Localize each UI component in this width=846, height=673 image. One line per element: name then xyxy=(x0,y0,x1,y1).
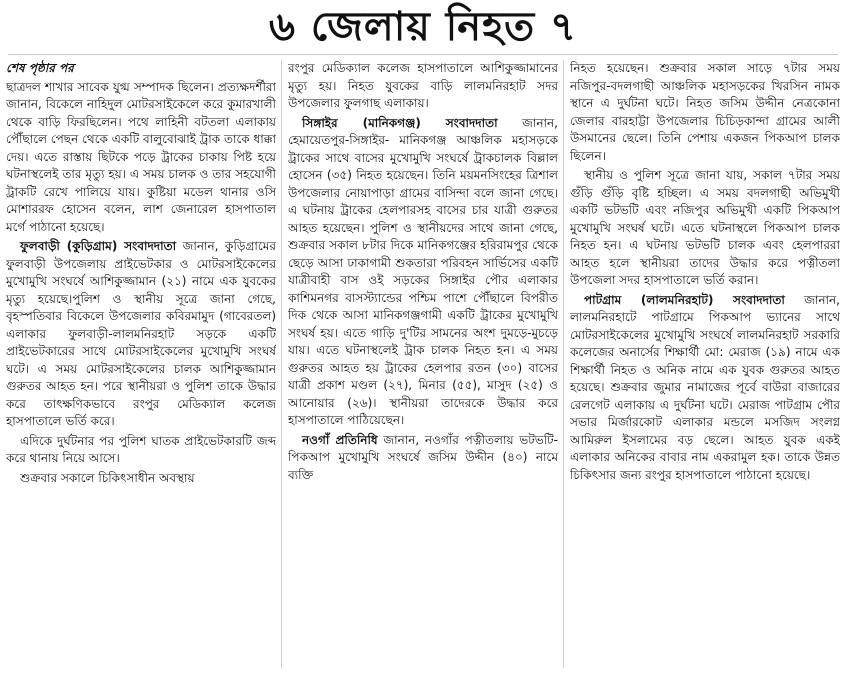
column2-paragraph-2-text: জানান, হেমায়েতপুর-সিঙ্গাইর- মানিকগঞ্জ আঞ্চলিক মহাসড়কে ট্রাকের সাথে বাসের মুখোমুখি সংঘর্ষে ট্রাকচালক বিল্লাল হোসেন (৩৫) নিহত হয়েছেন। তিনি ময়মনসিংহের ত্রিশাল উপজেলার নোয়াপাড়া গ্রামের বাসিন্দা বলে জানা গেছে। এ ঘটনায় ট্রাকের হেলপারসহ বাসের চার যাত্রী গুরুতর আহত হয়েছেন। পুলিশ ও স্থানীয়দের সাথে জানা গেছে, শুক্রবার সকাল ৮টার দিকে মানিকগঞ্জের হরিরামপুর থেকে ছেড়ে আসা ঢাকাগামী শুকতারা পরিবহন সার্ভিসের একটি যাত্রীবাহী বাস ওই সড়কের সিঙ্গাইর পৌর এলাকার কাশিমনগর বাসস্ট্যান্ডের পশ্চিম পাশে পৌঁছালে বিপরীত দিক থেকে আসা মানিকগঞ্জগামী একটি ট্রাকের মুখোমুখি সংঘর্ষ হয়। এতে গাড়ি দু'টির সামনের অংশ দুমড়ে-মুচড়ে যায়। এতে ঘটনাস্থলেই ট্রাক চালক নিহত হন। এ সময় গুরুতর আহত হয় ট্রাকের হেলপার রতন (৩০) বাসের যাত্রী প্রকাশ মণ্ডল (২৭), মিনার (৫৫), মাসুদ (২৫) ও আনোয়ার (২৬)। স্থানীয়রা তাদেরকে উদ্ধার করে হাসপাতালে পাঠিয়েছেন। xyxy=(288,115,558,427)
column3-paragraph-2: স্থানীয় ও পুলিশ সূত্রে জানা যায়, সকাল ৭টার সময় গুঁড়ি গুঁড়ি বৃষ্টি হচ্ছিল। এ সময় বদলগাছী অভিমুখী একটি ভটভটি এবং নজিপুর অভিমুখী একটি পিকআপ মুখোমুখি সংঘর্ষ ঘটে। এতে ঘটনাস্থলে পিকআপ চালক নিহত হন। এ ঘটনায় ভটভটি চালক এবং হেলপাররা আহত হলে স্থানীয়রা তাদের উদ্ধার করে পত্নীতলা উপজেলা সদর হাসপাতালে ভর্তি করান। xyxy=(570,168,840,287)
column3-paragraph-3-text: জানান, লালমনিরহাটে পাটগ্রামে পিকআপ ভ্যানের সাথে মোটরসাইকেলের মুখোমুখি সংঘর্ষে লালমনিরহাট সরকারি কলেজের অনার্সের শিক্ষার্থী মো: মেরাজ (১৯) নামে এক শিক্ষার্থী নিহত ও অনিক নামে এক যুবক গুরুতর আহত হয়েছে। শুক্রবার জুমার নামাজের পূর্বে বাউরা বাজারের রেলগেট এলাকায় এ দুর্ঘটনা ঘটে। মেরাজ পাটগ্রাম পৌর সভার মির্জারকোট এলাকার মন্ডলে মসজিদ সংলগ্ন আমিরুল ইসলামের বড় ছেলে। আহত যুবক একই এলাকার অনিকের বাবার নাম একরামুল হক। তাকে উন্নত চিকিৎসার জন্য রংপুর হাসপাতালে পাঠানো হয়েছে। xyxy=(570,292,840,482)
column-2 xyxy=(288,60,558,670)
column1-paragraph-1: ছাত্রদল শাখার সাবেক যুগ্ম সম্পাদক ছিলেন। প্রত্যক্ষদর্শীরা জানান, বিকেলে নাহিদুল মোটরসাইকেলে করে কুমারখালী থেকে বাড়ি ফিরছিলেন। পথে লাহিনী বটতলা এলাকায় পৌঁছালে পেছন থেকে একটি বালুবোঝাই ট্রাক তাকে ধাক্কা দেয়। এতে রাস্তায় ছিটকে পড়ে ট্রাকের চাকায় পিষ্ট হয়ে ঘটনাস্থলেই তার মৃত্যু হয়। এ সময় চালক ও তার সহযোগী ট্রাকটি রেখে পালিয়ে যায়। কুষ্টিয়া মডেল থানার ওসি মোশাররফ হোসেন বলেন, লাশ জেনারেল হাসপাতাল মর্গে পাঠানো হয়েছে। xyxy=(6,79,276,234)
column2-paragraph-3-text: জানান, নওগাঁর পত্নীতলায় ভটভটি-পিকআপ মুখোমুখি সংঘর্ষে জসিম উদ্দীন (৪০) নামে ব্যক্তি xyxy=(288,432,558,482)
dateline-naogaon: নওগাঁ প্রতিনিধি xyxy=(302,432,378,447)
continued-note: শেষ পৃষ্ঠার পর xyxy=(6,61,74,75)
column-1 xyxy=(6,60,276,670)
column-divider-1 xyxy=(281,60,282,668)
column3-paragraph-3 xyxy=(570,292,840,485)
dateline-singair: সিঙ্গাইর (মানিকগঞ্জ) সংবাদদাতা xyxy=(302,115,498,130)
dateline-fulbari: ফুলবাড়ী (কুড়িগ্রাম) সংবাদদাতা xyxy=(20,239,177,253)
column1-paragraph-3: এদিকে দুর্ঘটনার পর পুলিশ ঘাতক প্রাইভেটকারটি জব্দ করে থানায় নিয়ে আসে। xyxy=(6,433,276,465)
column2-paragraph-3 xyxy=(288,432,558,485)
dateline-patgram: পাটগ্রাম (লালমনিরহাট) সংবাদদাতা xyxy=(584,292,785,307)
column-divider-2 xyxy=(563,60,564,668)
column2-paragraph-2 xyxy=(288,115,558,430)
column-3 xyxy=(570,60,840,670)
column1-paragraph-4: শুক্রবার সকালে চিকিৎসাধীন অবস্থায় xyxy=(20,470,195,485)
column2-paragraph-1: রংপুর মেডিক্যাল কলেজ হাসপাতালে আশিকুজ্জামানের মৃত্যু হয়। নিহত যুবকের বাড়ি লালমনিরহাট সদর উপজেলার ফুলগাছ এলাকায়। xyxy=(288,61,558,110)
headline: ৬ জেলায় নিহত ৭ xyxy=(268,3,578,50)
column1-paragraph-2 xyxy=(6,238,276,431)
column3-paragraph-1: নিহত হয়েছেন। শুক্রবার সকাল সাড়ে ৭টার সময় নজিপুর-বদলগাছী আঞ্চলিক মহাসড়কের খিরসিন নামক স্থানে এ দুর্ঘটনা ঘটে। নিহত জসিম উদ্দীন নেত্রকোনা জেলার বারহাট্টা উপজেলার চিচিড়কান্দা গ্রামের আলী উসমানের ছেলে। তিনি পেশায় একজন পিকআপ চালক ছিলেন। xyxy=(570,61,840,163)
headline-rule xyxy=(8,54,838,55)
column1-paragraph-2-text: জানান, কুড়িগ্রামের ফুলবাড়ী উপজেলায় প্রাইভেটকার ও মোটরসাইকেলের মুখোমুখি সংঘর্ষে আশিকুজ্জামান (২১) নামে এক যুবকের মৃত্যু হয়েছে।পুলিশ ও স্থানীয় সূত্রে জানা গেছে, বৃহস্পতিবার বিকেলে উপজেলার কবিরমামুদ (গাবেরতল) এলাকার ফুলবাড়ী-লালমনিরহাট সড়কে একটি প্রাইভেটকারের সাথে মোটরসাইকেলের মুখোমুখি সংঘর্ষ ঘটে। এ সময় মোটরসাইকেলের চালক আশিকুজ্জামান গুরুতর আহত হন। পরে স্থানীয়রা ও পুলিশ তাকে উদ্ধার করে তাৎক্ষণিকভাবে রংপুর মেডিক্যাল কলেজ হাসপাতালে ভর্তি করে। xyxy=(6,239,276,428)
